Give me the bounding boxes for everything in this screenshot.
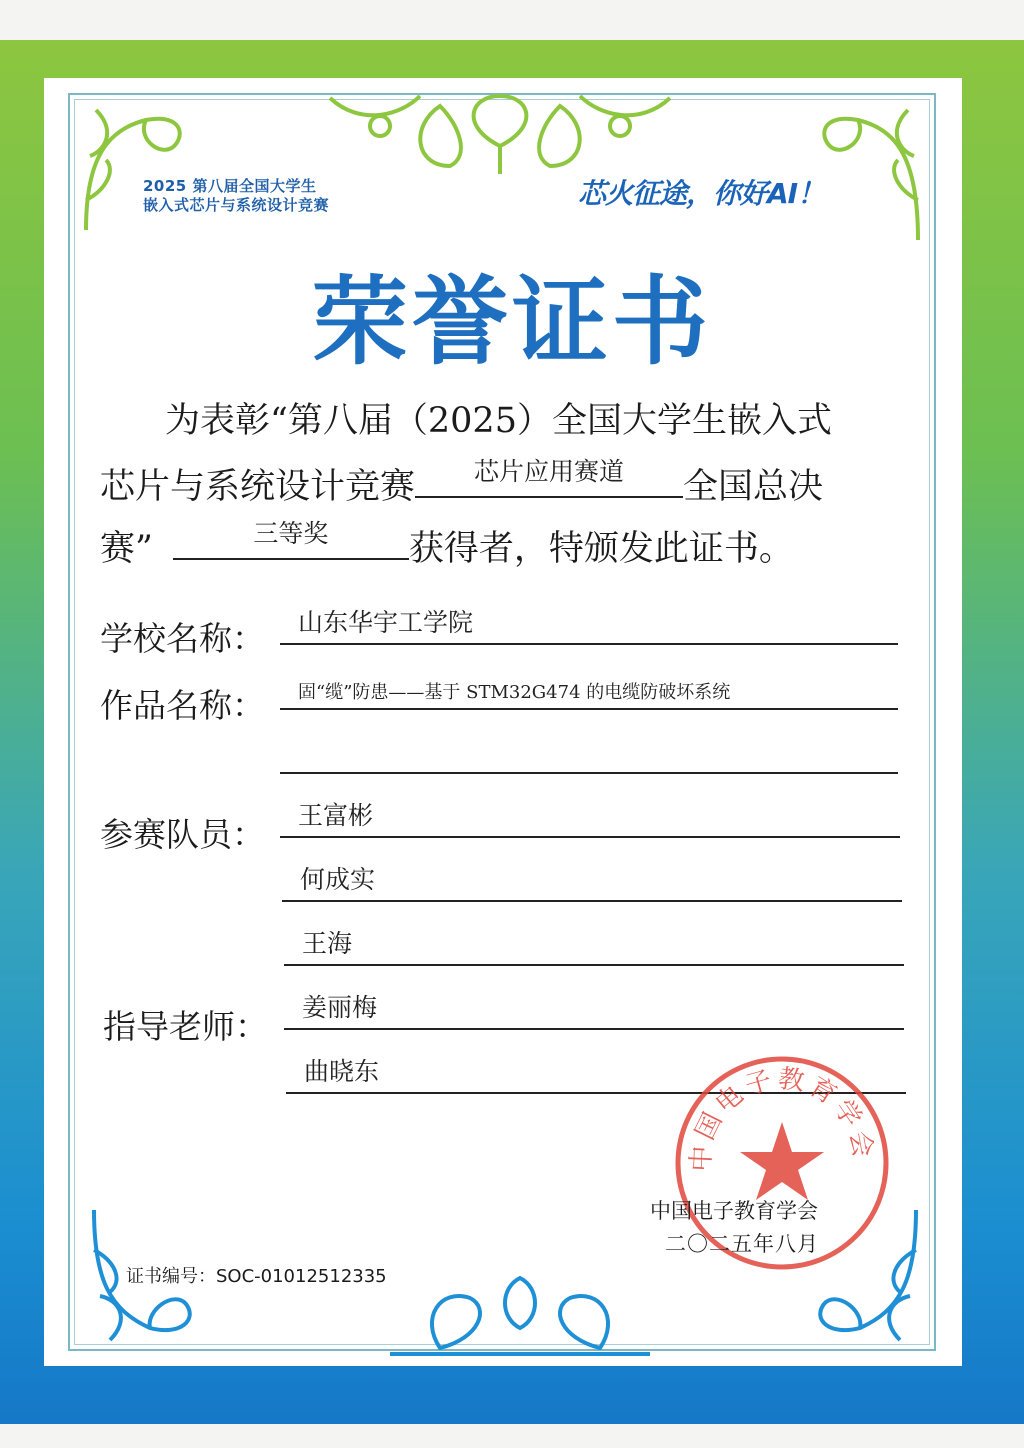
school-label: 学校名称：: [100, 619, 265, 658]
top-floral-ornament: [320, 86, 680, 176]
advisor-name: 姜丽梅: [302, 993, 378, 1022]
work-line-2: [280, 732, 898, 774]
member-line-3: [284, 924, 904, 966]
member-name: 王富彬: [298, 801, 374, 830]
school-line: [280, 603, 898, 645]
bottom-floral-ornament: [380, 1268, 660, 1358]
member-line-2: [282, 860, 902, 902]
award-blank: [173, 520, 409, 560]
event-name-line1: 2025 第八届全国大学生: [143, 177, 317, 195]
work-label: 作品名称：: [100, 686, 265, 725]
award-text-line3-suffix: 获得者，特颁发此证书。: [408, 529, 794, 569]
member-name: 王海: [302, 929, 353, 958]
track-value: 芯片应用赛道: [474, 457, 625, 486]
award-text-line2-prefix: 芯片与系统设计竞赛: [100, 467, 416, 507]
top-left-corner-ornament: [76, 100, 196, 240]
award-value: 三等奖: [253, 519, 329, 548]
member-line-1: [280, 796, 900, 838]
certificate-number: 证书编号：SOC-01012512335: [126, 1266, 387, 1287]
member-name: 何成实: [300, 865, 376, 894]
award-text-line3: [100, 520, 920, 571]
issue-date: 二〇二五年八月: [665, 1232, 819, 1256]
certificate-title: 荣誉证书: [312, 265, 712, 378]
award-text-line2: [100, 458, 920, 509]
advisor-line-1: [284, 988, 904, 1030]
school-value: 山东华宇工学院: [298, 608, 474, 637]
award-text-line3-prefix: 赛”: [100, 529, 153, 569]
advisor-name: 曲晓东: [304, 1057, 380, 1086]
event-name: [143, 177, 329, 215]
issuer-name: 中国电子教育学会: [650, 1199, 818, 1223]
top-right-corner-ornament: [808, 100, 928, 250]
work-value: 固“缆”防患——基于 STM32G474 的电缆防破坏系统: [298, 682, 731, 703]
award-text-line1-content: 为表彰“第八届（2025）全国大学生嵌入式: [165, 401, 832, 441]
track-blank: [415, 458, 683, 498]
award-text-line2-suffix: 全国总决: [683, 467, 824, 507]
work-line: [280, 668, 898, 710]
award-text-line1: [165, 393, 985, 443]
seal-text: 中国电子教育学会: [686, 1063, 879, 1173]
slogan: 芯火征途，你好AI！: [578, 177, 825, 210]
event-name-line2: 嵌入式芯片与系统设计竞赛: [143, 196, 330, 214]
members-label: 参赛队员：: [100, 815, 265, 854]
advisors-label: 指导老师：: [103, 1007, 268, 1046]
